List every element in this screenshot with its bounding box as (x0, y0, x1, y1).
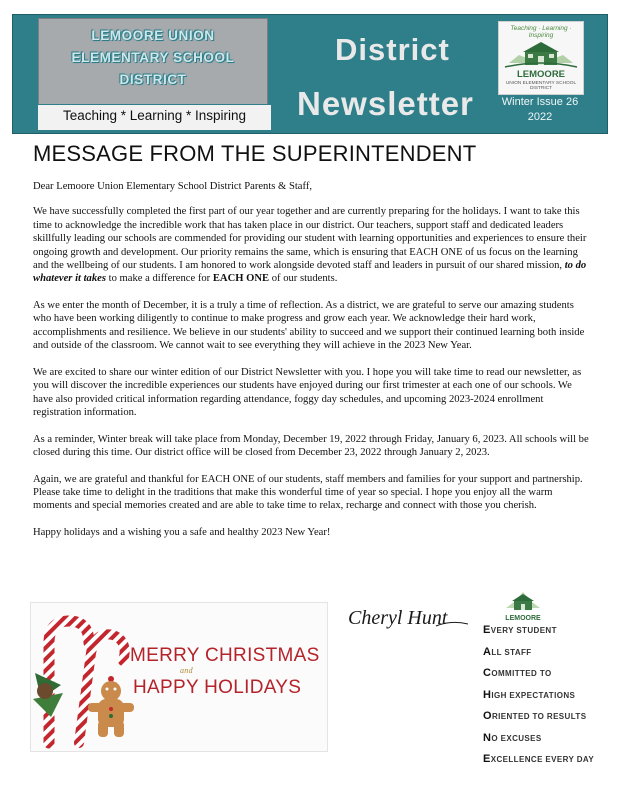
acrostic-line: ALL STAFF (483, 645, 532, 658)
motto-bar (38, 104, 271, 130)
acrostic-line: EXCELLENCE EVERY DAY (483, 753, 595, 765)
acrostic-line: HIGH EXPECTATIONS (483, 688, 576, 701)
letter-paragraph-3: We are excited to share our winter edition of our District Newsletter with you. I hope you will take time to read our newsletter, as you will discover the incredible experiences our students have enjoyed during our first trimester at each one of our schools. We have also provided critical information regarding attendance, foggy day schedules, and upcoming 2023-2024 enrollment registration information. (33, 366, 582, 419)
letter-paragraph-4: As a reminder, Winter break will take place from Monday, December 19, 2022 through Friday, January 6, 2023. All schools will be closed during this time. Our district office will be closed from December 23, 2022 through January 2, 2023. (33, 433, 589, 459)
merry-christmas-text: MERRY CHRISTMAS (130, 645, 320, 666)
district-name-box (38, 18, 268, 112)
logo-subtext: UNION ELEMENTARY SCHOOL DISTRICT (505, 81, 577, 91)
happy-holidays-text: HAPPY HOLIDAYS (133, 677, 302, 698)
masthead-newsletter: Newsletter (297, 85, 474, 122)
acrostic-line: COMMITTED TO (483, 667, 552, 679)
letter-paragraph-5: Again, we are grateful and thankful for EACH ONE of our students, staff members and families for your support and partnership. Please take time to delight in the traditions that make this wonderful time of year so special. I hope you enjoy all the warm moments and special memories created and are able to take time to relax, recharge and connect with those you cherish. (33, 473, 583, 512)
greeting-and-text: and (180, 666, 193, 675)
motto: Teaching * Learning * Inspiring (62, 108, 247, 123)
gingerbread-icon (86, 679, 136, 739)
svg-text:LEMOORE: LEMOORE (505, 615, 541, 622)
letter-paragraph-1: We have successfully completed the first part of our year together and are currently preparing for the holidays. I want to take this time to acknowledge the incredible work that has taken place in our district. Our teachers, support staff and dedicated leaders skillfully leading our schools are commended for providing our student with learning opportunities and experiences to ensure their ongoing growth and development. Our priority remains the same, which is ensuring that EACH ONE of us focus on the learning and the wellbeing of our students. I am honored to work alongside devoted staff and leaders in pursuit of our shared mission, to do whatever it takes to make a difference for EACH ONE of our students. (33, 206, 587, 285)
acrostic-line: EVERY STUDENT (483, 624, 557, 636)
svg-text:Cheryl Hunt: Cheryl Hunt (348, 607, 448, 629)
superintendent-signature (346, 600, 476, 636)
holiday-greeting-image (30, 602, 328, 752)
superintendent-letter (33, 180, 589, 553)
issue-info (498, 95, 582, 125)
district-logo (498, 21, 584, 95)
letter-paragraph-2: As we enter the month of December, it is a truly a time of reflection. As a district, we are grateful to serve our amazing students who have been working diligently to continue to make progress and grow each year. We acknowledge their hard work, accomplishments and resilience. We believe in our students' ability to succeed and we support their continued learning both inside and outside of the classroom. We cannot wait to see everything they will achieve in the 2023 New Year. (33, 300, 585, 352)
district-name: LEMOORE UNION ELEMENTARY SCHOOL DISTRICT (71, 28, 235, 87)
letter-greeting: Dear Lemoore Union Elementary School District Parents & Staff, (33, 181, 312, 192)
acrostic-line: NO EXCUSES (483, 731, 542, 744)
newsletter-header (12, 14, 608, 134)
issue-number: Winter Issue 26 (501, 96, 579, 108)
page-title: MESSAGE FROM THE SUPERINTENDENT (33, 141, 477, 166)
logo-tagline: Teaching · Learning · Inspiring (510, 25, 572, 39)
mission-statement: to do whatever it takes (33, 260, 587, 285)
acrostic-line: ORIENTED TO RESULTS (483, 710, 587, 722)
letter-closing: Happy holidays and a wishing you a safe and healthy 2023 New Year! (33, 527, 331, 539)
logo-wordmark: LEMOORE (516, 69, 566, 80)
issue-year: 2022 (527, 111, 553, 123)
school-building-icon (499, 31, 583, 71)
each-one-acrostic (483, 620, 603, 771)
masthead-district: District (335, 32, 450, 67)
